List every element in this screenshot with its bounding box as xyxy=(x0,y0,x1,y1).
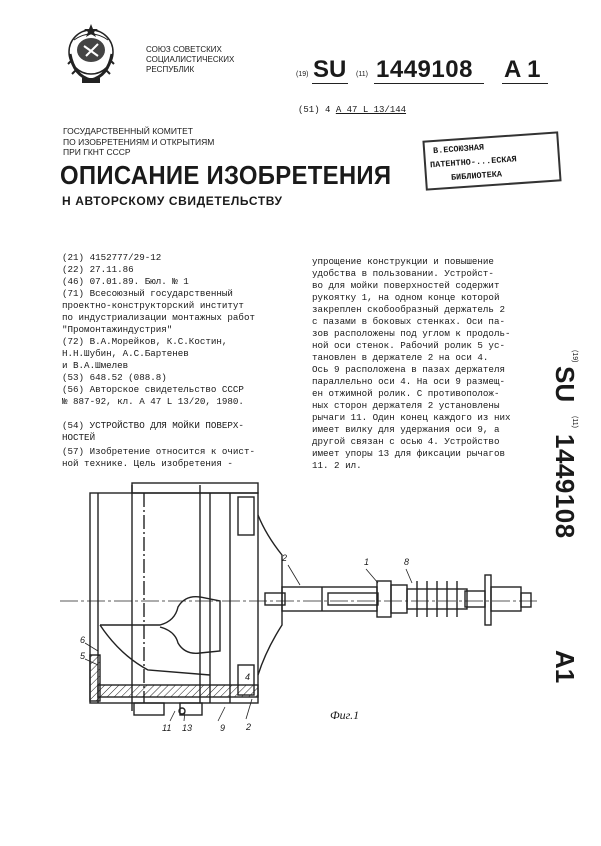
label-4: 4 xyxy=(245,672,251,682)
biblio-line: (46) 07.01.89. Бюл. № 1 xyxy=(62,276,189,287)
side-country: SU xyxy=(550,366,580,403)
code-51: (51) 4 xyxy=(298,105,331,115)
biblio-line: (71) Всесоюзный государственный xyxy=(62,288,233,299)
committee-line: ПО ИЗОБРЕТЕНИЯМ И ОТКРЫТИЯМ xyxy=(63,136,215,147)
biblio-line: НОСТЕЙ xyxy=(62,432,96,443)
biblio-line: (56) Авторское свидетельство СССР xyxy=(62,384,244,395)
country-code: SU xyxy=(313,56,347,83)
biblio-line: № 887-92, кл. А 47 L 13/20, 1980. xyxy=(62,396,244,407)
abstract-line: имеет упоры 13 для фиксации рычагов xyxy=(312,448,505,459)
side-code-11: (11) xyxy=(571,416,578,428)
abstract-line: ных сторон держателя 2 установлены xyxy=(312,400,500,411)
biblio-line: (54) УСТРОЙСТВО ДЛЯ МОЙКИ ПОВЕРХ- xyxy=(62,420,244,431)
label-2b: 2 xyxy=(246,722,252,732)
side-kind: A1 xyxy=(550,650,580,684)
biblio-line: (21) 4152777/29-12 xyxy=(62,252,162,263)
committee-line: ПРИ ГКНТ СССР xyxy=(63,147,131,157)
stamp-line: ПАТЕНТНО-...ЕСКАЯ xyxy=(429,154,518,171)
abstract-line: зов расположены под углом к продоль- xyxy=(312,328,511,339)
code-19: (19) xyxy=(296,71,309,78)
stamp-line: БИБЛИОТЕКА xyxy=(450,169,503,183)
label-9: 9 xyxy=(220,723,226,733)
biblio-line: (53) 648.52 (088.8) xyxy=(62,372,167,383)
kind-code: A 1 xyxy=(504,56,541,83)
abstract-line: ен отжимной ролик. С противополож- xyxy=(312,388,500,399)
document-subtitle: Н АВТОРСКОМУ СВИДЕТЕЛЬСТВУ xyxy=(62,194,283,208)
abstract-line: параллельно оси 4. На оси 9 размещ- xyxy=(312,376,505,387)
label-13: 13 xyxy=(182,723,193,733)
label-11: 11 xyxy=(162,723,172,733)
abstract-text xyxy=(312,256,542,486)
patent-header xyxy=(296,54,586,84)
biblio-line: Н.Н.Шубин, А.С.Бартенев xyxy=(62,348,189,359)
abstract-line: рукоятку 1, на одном конце которой xyxy=(312,292,500,303)
bibliographic-data xyxy=(62,252,292,472)
label-1: 1 xyxy=(364,557,370,567)
patent-number: 1449108 xyxy=(376,56,473,83)
side-code-19: (19) xyxy=(571,350,578,363)
label-6: 6 xyxy=(80,635,86,645)
committee-line: ГОСУДАРСТВЕННЫЙ КОМИТЕТ xyxy=(63,126,193,136)
biblio-line: проектно-конструкторский институт xyxy=(62,300,244,311)
org-line: СОЦИАЛИСТИЧЕСКИХ xyxy=(146,55,235,64)
abstract-line: другой связан с осью 4. Устройство xyxy=(312,436,500,447)
mechanism-drawing xyxy=(60,475,550,745)
abstract-line: рычаги 11. Один конец каждого из них xyxy=(312,412,511,423)
org-line: СОЮЗ СОВЕТСКИХ xyxy=(146,45,222,54)
figure-1 xyxy=(60,475,550,745)
org-line: РЕСПУБЛИК xyxy=(146,65,195,74)
label-5: 5 xyxy=(80,651,86,661)
abstract-line: тановлен в держателе 2 на оси 4. xyxy=(312,352,489,363)
abstract-line: с пазами в боковых стенках. Оси па- xyxy=(312,316,505,327)
abstract-line: ной оси стенок. Рабочий ролик 5 ус- xyxy=(312,340,505,351)
figure-caption: Фиг.1 xyxy=(330,708,360,722)
document-title: ОПИСАНИЕ ИЗОБРЕТЕНИЯ xyxy=(60,160,392,190)
abstract-line: 11. 2 ил. xyxy=(312,460,362,471)
abstract-line: закреплен скобообразный держатель 2 xyxy=(312,304,505,315)
label-8: 8 xyxy=(404,557,410,567)
stamp-line: В.ЕСОЮЗНАЯ xyxy=(432,142,485,157)
side-number: 1449108 xyxy=(550,434,580,539)
abstract-line: упрощение конструкции и повышение xyxy=(312,256,494,267)
biblio-line: ной технике. Цель изобретения - xyxy=(62,458,233,469)
library-stamp xyxy=(422,131,561,190)
biblio-line: (22) 27.11.86 xyxy=(62,264,134,275)
biblio-line: "Промонтажиндустрия" xyxy=(62,324,173,335)
abstract-line: Ось 9 расположена в пазах держателя xyxy=(312,364,505,375)
abstract-line: удобства в пользовании. Устройст- xyxy=(312,268,494,279)
label-2: 2 xyxy=(282,553,288,563)
ussr-emblem xyxy=(60,20,122,88)
ipc-line xyxy=(298,105,406,115)
biblio-line: (57) Изобретение относится к очист- xyxy=(62,446,255,457)
biblio-line: по индустриализации монтажных работ xyxy=(62,312,255,323)
code-11: (11) xyxy=(356,71,368,78)
ipc-code: A 47 L 13/144 xyxy=(335,105,407,115)
biblio-line: (72) В.А.Морейков, К.С.Костин, xyxy=(62,336,228,347)
committee xyxy=(63,126,214,158)
biblio-line: и В.А.Шмелев xyxy=(62,360,129,371)
abstract-line: во для мойки поверхностей содержит xyxy=(312,280,500,291)
org-name xyxy=(146,45,234,75)
abstract-line: имеет вилку для удержания оси 9, а xyxy=(312,424,500,435)
